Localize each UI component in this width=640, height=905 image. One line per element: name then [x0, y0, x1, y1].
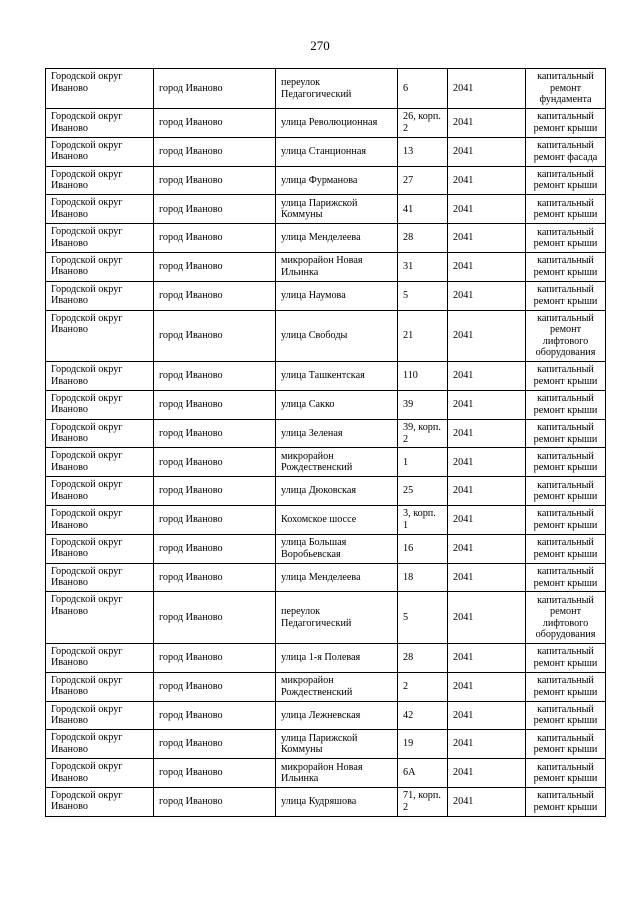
- cell-house-number: 39, корп. 2: [398, 419, 448, 448]
- cell-work-type: капитальный ремонт крыши: [526, 109, 606, 138]
- table-row: [46, 166, 606, 195]
- cell-work-type: капитальный ремонт крыши: [526, 224, 606, 253]
- cell-work-type: капитальный ремонт крыши: [526, 166, 606, 195]
- cell-street: микрорайон Рождественский: [276, 672, 398, 701]
- cell-work-type: капитальный ремонт лифтового оборудования: [526, 310, 606, 362]
- table-row: [46, 643, 606, 672]
- cell-planned-year: 2041: [448, 419, 526, 448]
- cell-street: улица Свободы: [276, 310, 398, 362]
- cell-street: улица Менделеева: [276, 563, 398, 592]
- cell-settlement: город Иваново: [154, 534, 276, 563]
- cell-work-type: капитальный ремонт крыши: [526, 506, 606, 535]
- cell-planned-year: 2041: [448, 224, 526, 253]
- table-row: [46, 224, 606, 253]
- cell-house-number: 31: [398, 252, 448, 281]
- cell-settlement: город Иваново: [154, 252, 276, 281]
- cell-house-number: 19: [398, 730, 448, 759]
- cell-municipal-district: Городской округ Иваново: [46, 701, 154, 730]
- cell-house-number: 26, корп. 2: [398, 109, 448, 138]
- cell-street: улица Большая Воробьевская: [276, 534, 398, 563]
- cell-house-number: 39: [398, 390, 448, 419]
- table-row: [46, 310, 606, 362]
- cell-house-number: 5: [398, 592, 448, 644]
- cell-work-type: капитальный ремонт фундамента: [526, 69, 606, 109]
- cell-municipal-district: Городской округ Иваново: [46, 672, 154, 701]
- cell-street: улица Зеленая: [276, 419, 398, 448]
- table-row: [46, 69, 606, 109]
- cell-work-type: капитальный ремонт крыши: [526, 672, 606, 701]
- cell-house-number: 13: [398, 137, 448, 166]
- cell-work-type: капитальный ремонт крыши: [526, 419, 606, 448]
- cell-street: улица Революционная: [276, 109, 398, 138]
- cell-planned-year: 2041: [448, 477, 526, 506]
- cell-municipal-district: Городской округ Иваново: [46, 730, 154, 759]
- cell-work-type: капитальный ремонт крыши: [526, 563, 606, 592]
- cell-work-type: капитальный ремонт крыши: [526, 477, 606, 506]
- cell-street: улица Кудряшова: [276, 787, 398, 816]
- cell-street: улица 1-я Полевая: [276, 643, 398, 672]
- cell-planned-year: 2041: [448, 592, 526, 644]
- table-row: [46, 252, 606, 281]
- table-row: [46, 592, 606, 644]
- table-row: [46, 362, 606, 391]
- table-row: [46, 787, 606, 816]
- table-row: [46, 281, 606, 310]
- cell-street: улица Наумова: [276, 281, 398, 310]
- cell-street: Кохомское шоссе: [276, 506, 398, 535]
- table-row: [46, 759, 606, 788]
- cell-municipal-district: Городской округ Иваново: [46, 362, 154, 391]
- cell-house-number: 28: [398, 224, 448, 253]
- table-row: [46, 109, 606, 138]
- cell-planned-year: 2041: [448, 166, 526, 195]
- cell-settlement: город Иваново: [154, 787, 276, 816]
- cell-planned-year: 2041: [448, 310, 526, 362]
- cell-house-number: 18: [398, 563, 448, 592]
- cell-street: улица Дюковская: [276, 477, 398, 506]
- table-row: [46, 137, 606, 166]
- cell-house-number: 16: [398, 534, 448, 563]
- cell-municipal-district: Городской округ Иваново: [46, 477, 154, 506]
- cell-settlement: город Иваново: [154, 195, 276, 224]
- cell-municipal-district: Городской округ Иваново: [46, 759, 154, 788]
- table-row: [46, 390, 606, 419]
- cell-municipal-district: Городской округ Иваново: [46, 419, 154, 448]
- cell-street: улица Сакко: [276, 390, 398, 419]
- cell-house-number: 21: [398, 310, 448, 362]
- cell-planned-year: 2041: [448, 672, 526, 701]
- table-row: [46, 477, 606, 506]
- cell-street: улица Менделеева: [276, 224, 398, 253]
- cell-municipal-district: Городской округ Иваново: [46, 448, 154, 477]
- cell-settlement: город Иваново: [154, 701, 276, 730]
- cell-house-number: 5: [398, 281, 448, 310]
- cell-planned-year: 2041: [448, 195, 526, 224]
- cell-settlement: город Иваново: [154, 448, 276, 477]
- cell-municipal-district: Городской округ Иваново: [46, 592, 154, 644]
- cell-municipal-district: Городской округ Иваново: [46, 390, 154, 419]
- cell-house-number: 25: [398, 477, 448, 506]
- repair-schedule-table: [45, 68, 606, 817]
- cell-street: микрорайон Новая Ильинка: [276, 252, 398, 281]
- table-row: [46, 419, 606, 448]
- cell-planned-year: 2041: [448, 730, 526, 759]
- cell-settlement: город Иваново: [154, 759, 276, 788]
- cell-settlement: город Иваново: [154, 137, 276, 166]
- cell-planned-year: 2041: [448, 701, 526, 730]
- cell-planned-year: 2041: [448, 252, 526, 281]
- cell-street: улица Станционная: [276, 137, 398, 166]
- cell-municipal-district: Городской округ Иваново: [46, 563, 154, 592]
- cell-work-type: капитальный ремонт крыши: [526, 534, 606, 563]
- cell-settlement: город Иваново: [154, 166, 276, 195]
- cell-work-type: капитальный ремонт крыши: [526, 281, 606, 310]
- cell-work-type: капитальный ремонт фасада: [526, 137, 606, 166]
- cell-planned-year: 2041: [448, 69, 526, 109]
- table-row: [46, 701, 606, 730]
- cell-work-type: капитальный ремонт крыши: [526, 390, 606, 419]
- cell-street: улица Лежневская: [276, 701, 398, 730]
- cell-municipal-district: Городской округ Иваново: [46, 534, 154, 563]
- cell-municipal-district: Городской округ Иваново: [46, 281, 154, 310]
- cell-street: микрорайон Рождественский: [276, 448, 398, 477]
- cell-street: переулок Педагогический: [276, 69, 398, 109]
- table-row: [46, 195, 606, 224]
- cell-house-number: 41: [398, 195, 448, 224]
- cell-municipal-district: Городской округ Иваново: [46, 109, 154, 138]
- table-row: [46, 563, 606, 592]
- cell-work-type: капитальный ремонт крыши: [526, 195, 606, 224]
- cell-municipal-district: Городской округ Иваново: [46, 166, 154, 195]
- cell-planned-year: 2041: [448, 109, 526, 138]
- cell-house-number: 71, корп. 2: [398, 787, 448, 816]
- cell-municipal-district: Городской округ Иваново: [46, 506, 154, 535]
- table-row: [46, 672, 606, 701]
- table-body: [46, 69, 606, 817]
- cell-house-number: 42: [398, 701, 448, 730]
- cell-work-type: капитальный ремонт крыши: [526, 787, 606, 816]
- cell-planned-year: 2041: [448, 137, 526, 166]
- cell-work-type: капитальный ремонт крыши: [526, 362, 606, 391]
- cell-settlement: город Иваново: [154, 643, 276, 672]
- cell-work-type: капитальный ремонт крыши: [526, 643, 606, 672]
- cell-municipal-district: Городской округ Иваново: [46, 310, 154, 362]
- cell-house-number: 6: [398, 69, 448, 109]
- cell-work-type: капитальный ремонт крыши: [526, 730, 606, 759]
- cell-street: улица Фурманова: [276, 166, 398, 195]
- cell-planned-year: 2041: [448, 448, 526, 477]
- cell-municipal-district: Городской округ Иваново: [46, 224, 154, 253]
- cell-municipal-district: Городской округ Иваново: [46, 69, 154, 109]
- cell-house-number: 28: [398, 643, 448, 672]
- cell-planned-year: 2041: [448, 563, 526, 592]
- cell-municipal-district: Городской округ Иваново: [46, 137, 154, 166]
- cell-street: улица Парижской Коммуны: [276, 730, 398, 759]
- cell-house-number: 3, корп. 1: [398, 506, 448, 535]
- cell-planned-year: 2041: [448, 534, 526, 563]
- table-row: [46, 730, 606, 759]
- cell-planned-year: 2041: [448, 787, 526, 816]
- cell-house-number: 110: [398, 362, 448, 391]
- cell-planned-year: 2041: [448, 759, 526, 788]
- cell-street: микрорайон Новая Ильинка: [276, 759, 398, 788]
- cell-settlement: город Иваново: [154, 419, 276, 448]
- cell-work-type: капитальный ремонт крыши: [526, 759, 606, 788]
- cell-house-number: 6А: [398, 759, 448, 788]
- cell-municipal-district: Городской округ Иваново: [46, 195, 154, 224]
- cell-settlement: город Иваново: [154, 477, 276, 506]
- cell-planned-year: 2041: [448, 362, 526, 391]
- cell-work-type: капитальный ремонт крыши: [526, 701, 606, 730]
- cell-work-type: капитальный ремонт крыши: [526, 252, 606, 281]
- cell-planned-year: 2041: [448, 506, 526, 535]
- cell-municipal-district: Городской округ Иваново: [46, 252, 154, 281]
- cell-work-type: капитальный ремонт лифтового оборудования: [526, 592, 606, 644]
- cell-settlement: город Иваново: [154, 362, 276, 391]
- cell-settlement: город Иваново: [154, 506, 276, 535]
- cell-municipal-district: Городской округ Иваново: [46, 787, 154, 816]
- cell-planned-year: 2041: [448, 281, 526, 310]
- cell-street: улица Парижской Коммуны: [276, 195, 398, 224]
- cell-house-number: 1: [398, 448, 448, 477]
- cell-house-number: 2: [398, 672, 448, 701]
- cell-settlement: город Иваново: [154, 390, 276, 419]
- cell-municipal-district: Городской округ Иваново: [46, 643, 154, 672]
- table-row: [46, 506, 606, 535]
- cell-street: переулок Педагогический: [276, 592, 398, 644]
- page-number: 270: [310, 38, 330, 53]
- cell-settlement: город Иваново: [154, 730, 276, 759]
- cell-settlement: город Иваново: [154, 592, 276, 644]
- cell-planned-year: 2041: [448, 643, 526, 672]
- cell-settlement: город Иваново: [154, 672, 276, 701]
- cell-settlement: город Иваново: [154, 69, 276, 109]
- cell-street: улица Ташкентская: [276, 362, 398, 391]
- cell-settlement: город Иваново: [154, 563, 276, 592]
- cell-settlement: город Иваново: [154, 224, 276, 253]
- table-row: [46, 448, 606, 477]
- cell-settlement: город Иваново: [154, 310, 276, 362]
- cell-settlement: город Иваново: [154, 281, 276, 310]
- cell-planned-year: 2041: [448, 390, 526, 419]
- table-row: [46, 534, 606, 563]
- cell-house-number: 27: [398, 166, 448, 195]
- cell-settlement: город Иваново: [154, 109, 276, 138]
- cell-work-type: капитальный ремонт крыши: [526, 448, 606, 477]
